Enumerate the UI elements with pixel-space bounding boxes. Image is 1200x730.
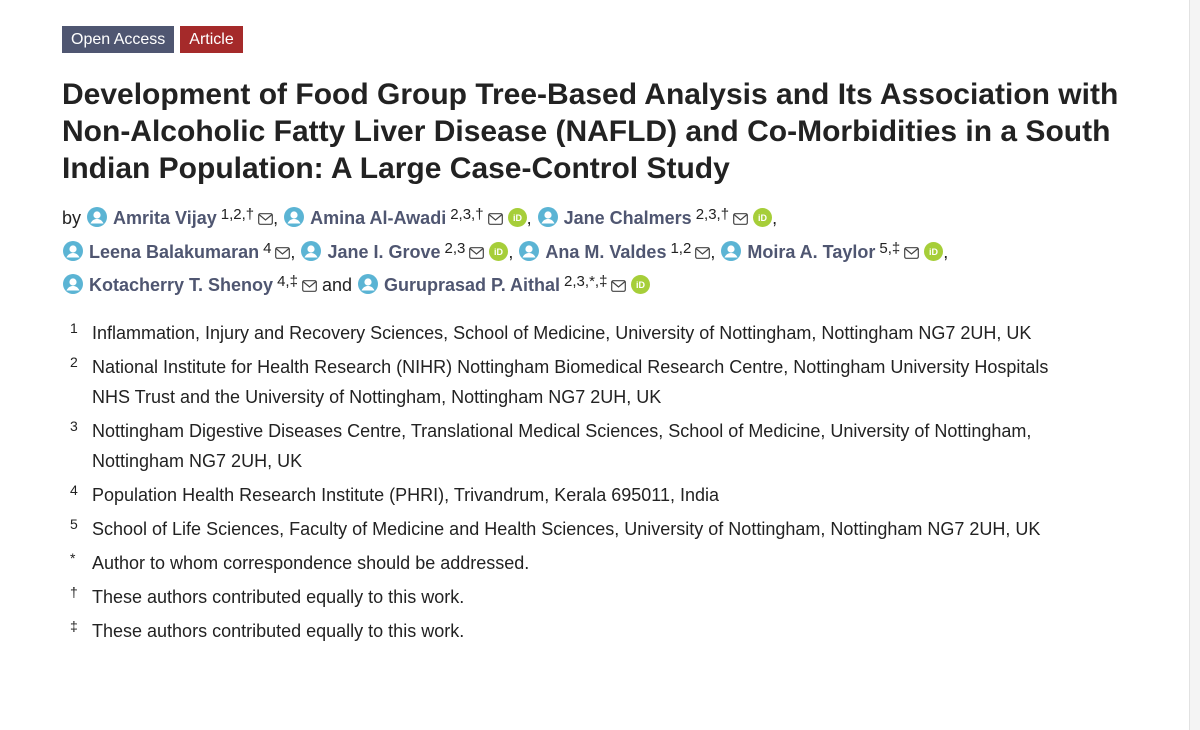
scrollbar-edge[interactable] xyxy=(1189,0,1200,730)
author-4 xyxy=(300,239,508,262)
equal-contribution-note xyxy=(70,582,1070,612)
author-6 xyxy=(720,239,943,262)
author-7 xyxy=(62,275,317,295)
author-1 xyxy=(283,208,526,228)
orcid-icon[interactable] xyxy=(489,242,508,261)
author-profile-icon[interactable] xyxy=(62,273,84,295)
author-separator: , xyxy=(772,208,778,228)
svg-text:iD: iD xyxy=(929,246,939,257)
email-icon[interactable] xyxy=(302,280,317,292)
author-name[interactable]: Moira A. Taylor xyxy=(747,241,876,262)
orcid-icon[interactable] xyxy=(924,242,943,261)
email-icon[interactable] xyxy=(258,213,273,225)
author-affiliation-sup: 5,‡ xyxy=(879,239,901,257)
open-access-badge[interactable]: Open Access xyxy=(62,26,174,53)
orcid-icon[interactable] xyxy=(753,208,772,227)
author-name[interactable]: Leena Balakumaran xyxy=(89,241,260,262)
author-5 xyxy=(518,239,710,262)
author-profile-icon[interactable] xyxy=(518,240,540,262)
author-separator: , xyxy=(290,241,296,262)
author-8 xyxy=(357,275,650,295)
author-profile-icon[interactable] xyxy=(357,273,379,295)
author-line-3 xyxy=(62,267,1152,301)
affiliation-text: Inflammation, Injury and Recovery Sciences, School of Medicine, University of Nottingham, Nottingham NG7 2UH, UK xyxy=(92,323,1032,343)
article-type-badge[interactable]: Article xyxy=(180,26,242,53)
email-icon[interactable] xyxy=(733,213,748,225)
affiliation-list xyxy=(70,318,1070,650)
and-label: and xyxy=(321,275,352,295)
correspondence-note xyxy=(70,548,1070,578)
affiliation-marker: 3 xyxy=(70,418,78,434)
email-icon[interactable] xyxy=(488,213,503,225)
svg-text:iD: iD xyxy=(636,280,646,290)
author-list xyxy=(62,200,1152,301)
affiliation-marker: 5 xyxy=(70,516,78,532)
author-2 xyxy=(537,208,772,228)
orcid-icon[interactable] xyxy=(631,275,650,294)
affiliation-item xyxy=(70,352,1070,412)
author-profile-icon[interactable] xyxy=(86,206,108,228)
article-badges xyxy=(62,26,243,53)
author-line-2 xyxy=(62,234,1152,268)
author-affiliation-sup: 2,3,† xyxy=(695,206,730,223)
author-profile-icon[interactable] xyxy=(720,240,742,262)
affiliation-item xyxy=(70,318,1070,348)
affiliation-text: Population Health Research Institute (PHRI), Trivandrum, Kerala 695011, India xyxy=(92,485,719,505)
author-affiliation-sup: 4 xyxy=(263,239,272,257)
author-0 xyxy=(86,208,273,228)
affiliation-marker: † xyxy=(70,584,78,600)
email-icon[interactable] xyxy=(469,247,484,259)
author-separator: , xyxy=(273,208,279,228)
affiliation-text: Nottingham Digestive Diseases Centre, Translational Medical Sciences, School of Medicine, University of Nottingham, Nottingham NG7 2UH, UK xyxy=(92,421,1032,471)
author-profile-icon[interactable] xyxy=(283,206,305,228)
by-label: by xyxy=(62,208,82,228)
affiliation-marker: 1 xyxy=(70,320,78,336)
author-name[interactable]: Guruprasad P. Aithal xyxy=(384,275,561,295)
affiliation-marker: 4 xyxy=(70,482,78,498)
orcid-icon[interactable] xyxy=(508,208,527,227)
author-affiliation-sup: 2,3,*,‡ xyxy=(564,273,608,290)
author-profile-icon[interactable] xyxy=(300,240,322,262)
affiliation-item xyxy=(70,514,1070,544)
author-separator: , xyxy=(943,241,949,262)
affiliation-text: These authors contributed equally to this work. xyxy=(92,587,465,607)
author-line-1 xyxy=(62,200,1152,234)
article-title: Development of Food Group Tree-Based Analysis and Its Association with Non-Alcoholic Fatty Liver Disease (NAFLD) and Co-Morbidities in a South Indian Population: A Large Case-Control Study xyxy=(62,78,1119,185)
svg-text:iD: iD xyxy=(512,213,522,223)
author-affiliation-sup: 1,2 xyxy=(670,239,692,257)
affiliation-text: National Institute for Health Research (NIHR) Nottingham Biomedical Research Centre, Nottingham University Hospitals NHS Trust and the University of Nottingham, Nottingham NG7 2UH, UK xyxy=(92,357,1049,407)
author-name[interactable]: Kotacherry T. Shenoy xyxy=(89,275,274,295)
author-affiliation-sup: 2,3,† xyxy=(450,206,484,223)
affiliation-item xyxy=(70,416,1070,476)
affiliation-item xyxy=(70,480,1070,510)
author-separator: , xyxy=(508,241,514,262)
affiliation-text: School of Life Sciences, Faculty of Medicine and Health Sciences, University of Nottingham, Nottingham NG7 2UH, UK xyxy=(92,519,1041,539)
svg-text:iD: iD xyxy=(758,213,768,223)
author-affiliation-sup: 1,2,† xyxy=(220,206,255,223)
affiliation-marker: ‡ xyxy=(70,618,78,634)
author-separator: , xyxy=(710,241,716,262)
author-profile-icon[interactable] xyxy=(62,240,84,262)
author-name[interactable]: Amrita Vijay xyxy=(113,208,217,228)
author-affiliation-sup: 2,3 xyxy=(444,239,466,257)
affiliation-marker: 2 xyxy=(70,354,78,370)
author-3 xyxy=(62,239,290,262)
equal-contribution-note xyxy=(70,616,1070,646)
author-separator: , xyxy=(526,208,532,228)
email-icon[interactable] xyxy=(611,280,626,292)
author-name[interactable]: Jane Chalmers xyxy=(563,208,692,228)
author-name[interactable]: Ana M. Valdes xyxy=(545,241,667,262)
svg-text:iD: iD xyxy=(494,246,504,257)
email-icon[interactable] xyxy=(904,247,919,259)
affiliation-marker: * xyxy=(70,550,76,566)
author-name[interactable]: Amina Al-Awadi xyxy=(310,208,447,228)
affiliation-text: Author to whom correspondence should be addressed. xyxy=(92,553,530,573)
author-profile-icon[interactable] xyxy=(537,206,559,228)
author-affiliation-sup: 4,‡ xyxy=(277,273,298,290)
author-name[interactable]: Jane I. Grove xyxy=(327,241,441,262)
affiliation-text: These authors contributed equally to this work. xyxy=(92,621,465,641)
email-icon[interactable] xyxy=(695,247,710,259)
email-icon[interactable] xyxy=(275,247,290,259)
